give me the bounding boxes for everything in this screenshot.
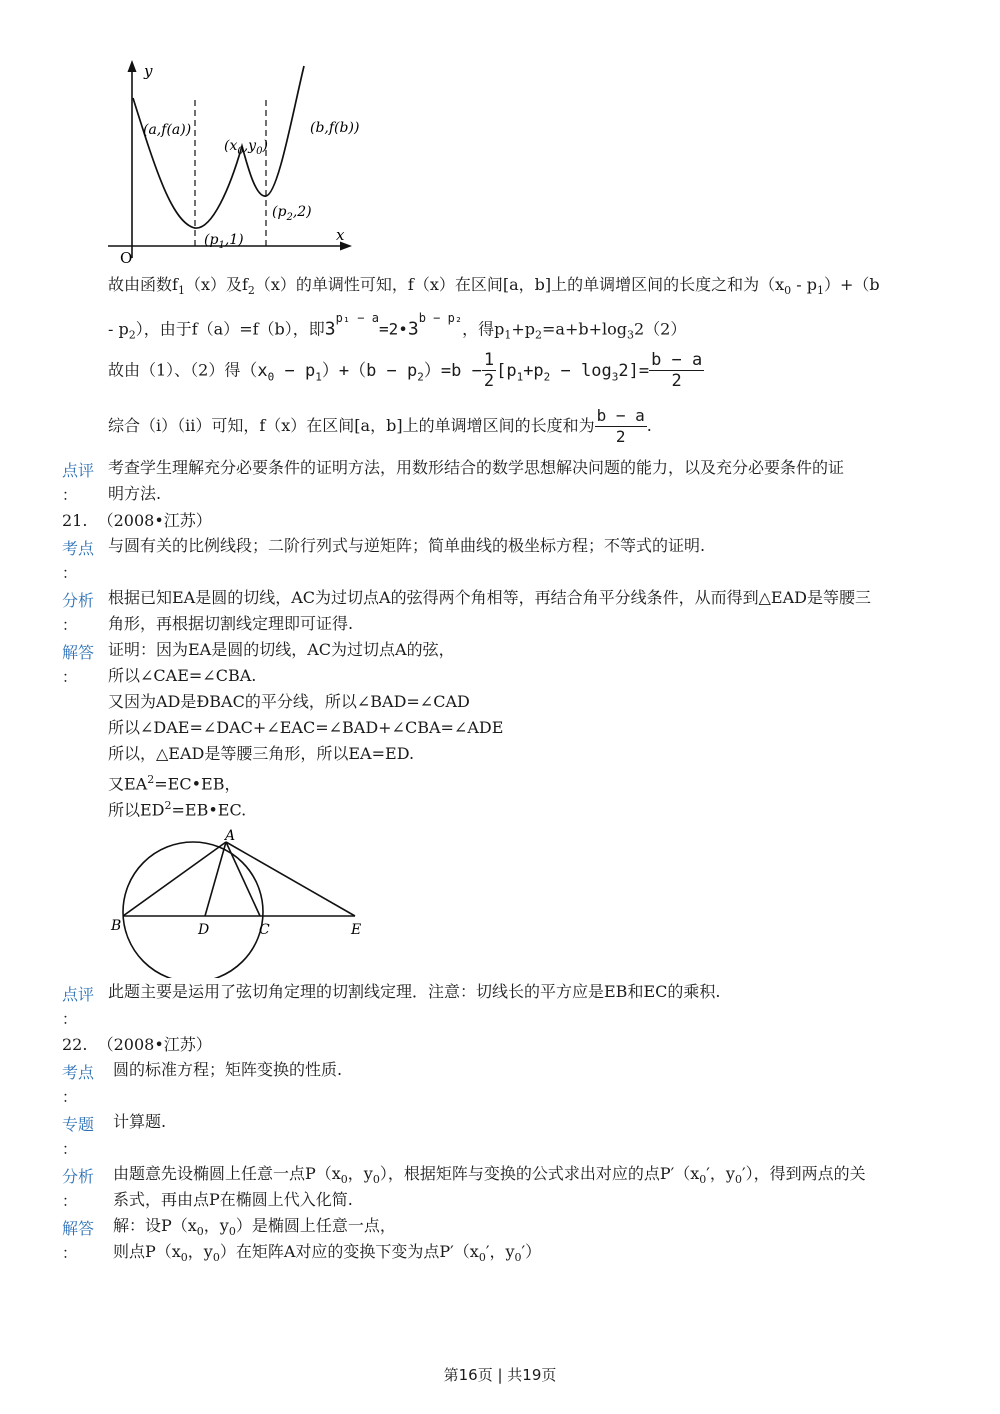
q21-solution-line4: 所以∠DAE=∠DAC+∠EAC=∠BAD+∠CBA=∠ADE [108,718,504,737]
point-p2-label: $(p_2,2)$ [272,204,312,223]
q21-dianping-label: 点评 [62,985,95,1004]
label-B: B [111,918,122,934]
para-conclusion: 综合（i）（ii）可知，f（x）在区间[a，b]上的单调增区间的长度和为 $\frac{b - a}{2}$ . [108,406,652,446]
q21-jieda-colon: ： [62,668,78,686]
segment-AB [123,842,226,916]
point-p1-label: $(p_1,1)$ [204,232,244,251]
q22-solution-line2: 则点$P(x_0$，$y_0$）在矩阵A对应的变换下变为点$P'(x_0'$，$y_0'$） [113,1242,542,1265]
point-x0-label: $(x_0,y_0)$ [224,138,268,157]
q22-kaodian-text: 圆的标准方程；矩阵变换的性质. [113,1060,343,1079]
x-axis-label: x [336,226,345,244]
q21-dianping-colon: ： [62,1010,78,1028]
q21-solution-line3: 又因为AD是ÐBAC的平分线，所以∠BAD=∠CAD [108,692,470,711]
q21-solution-line5: 所以，△EAD是等腰三角形，所以EA=ED. [108,744,415,763]
para-monotonic-intervals: 故由函数$f_1(x)$及$f_2(x)$的单调性可知，f（x）在区间[a，b]上的单调增区间的长度之和为$(x_0 - p_1)+(b$ [108,275,880,298]
q21-solution-line1: 证明：因为EA是圆的切线，AC为过切点A的弦， [108,640,455,659]
q22-fenxi-label: 分析 [62,1167,95,1186]
label-C: C [259,922,270,938]
q21-fenxi-label: 分析 [62,591,95,610]
q22-fenxi-colon: ： [62,1192,78,1210]
label-A: A [225,828,236,844]
q22-kaodian-colon: ： [62,1088,78,1106]
page-footer: 第16页 | 共19页 [443,1366,557,1384]
q21-solution-line6: 又$EA^2=EC•EB$， [108,773,241,794]
q22-jieda-colon: ： [62,1244,78,1262]
q21-kaodian-label: 考点 [62,539,95,558]
fraction-one-half: $\frac{1}{2}$ [483,350,495,391]
para-sum-lengths: 故由（1）、（2）得$(x_0 - p_1)+(b - p_2)=b$ − $\frac{1}{2}$ $[p_1+p_2 - \log_32]=$ $\frac{b - a}{2}$ [108,350,703,391]
q22-zhuanti-label: 专题 [62,1115,95,1134]
label-E: E [351,922,362,938]
question-21-header: 21. （2008•江苏） [62,511,212,530]
segment-AD [205,842,226,916]
comment-text-line1: 考查学生理解充分必要条件的证明方法，用数形结合的数学思想解决问题的能力，以及充分必要条件的证 [108,458,845,477]
q21-dianping-text: 此题主要是运用了弦切角定理的切割线定理．注意：切线长的平方应是EB和EC的乘积. [108,982,721,1001]
circle [123,842,263,978]
label-D: D [198,922,210,938]
q21-solution-line2: 所以∠CAE=∠CBA. [108,666,257,685]
question-22-header: 22. （2008•江苏） [62,1035,212,1054]
comment-label: 点评 [62,461,95,480]
q21-fenxi-line1: 根据已知EA是圆的切线，AC为过切点A的弦得两个角相等，再结合角平分线条件，从而得到△EAD是等腰三 [108,588,871,607]
page-number: 16 [458,1366,478,1384]
q22-fenxi-line1: 由题意先设椭圆上任意一点$P(x_0$，$y_0$），根据矩阵与变换的公式求出对应的点$P'(x_0'$，$y_0'$），得到两点的关 [113,1164,866,1187]
circle-tangent-figure [105,828,370,978]
q21-fenxi-line2: 角形，再根据切割线定理即可证得. [108,614,354,633]
q22-fenxi-line2: 系式，再由点P在椭圆上代入化简. [113,1190,353,1209]
y-axis-arrow [128,60,137,72]
fraction-conclusion: $\frac{b - a}{2}$ [596,406,645,446]
q22-zhuanti-text: 计算题. [113,1112,167,1131]
point-b-label: (b,f(b)) [310,120,360,136]
q22-solution-line1: 解：设$P(x_0$，$y_0$）是椭圆上任意一点， [113,1216,396,1239]
y-axis-label: y [144,62,153,80]
function-graph [100,58,370,268]
q22-jieda-label: 解答 [62,1219,95,1238]
comment-colon: ： [62,486,78,504]
q22-kaodian-label: 考点 [62,1063,95,1082]
q21-jieda-label: 解答 [62,643,95,662]
fraction-b-minus-a-over-2: $\frac{b - a}{2}$ [651,350,703,391]
point-a-label: (a,f(a)) [143,122,192,138]
comment-text-line2: 明方法. [108,484,162,503]
segment-AE [226,842,355,916]
total-pages: 19 [522,1366,542,1384]
para-fa-equals-fb: - $p_2$），由于f（a）=f（b），即$3^{p_1 - a}=2•3^{b - p_2}$，得$p_1+p_2=a+b+\log_32(2)$ [108,311,687,342]
q21-kaodian-colon: ： [62,564,78,582]
q21-kaodian-text: 与圆有关的比例线段；二阶行列式与逆矩阵；简单曲线的极坐标方程；不等式的证明. [108,536,706,555]
q22-zhuanti-colon: ： [62,1140,78,1158]
q21-solution-line7: 所以$ED^2=EB•EC$. [108,799,247,820]
origin-label: O [120,249,133,267]
q21-fenxi-colon: ： [62,616,78,634]
